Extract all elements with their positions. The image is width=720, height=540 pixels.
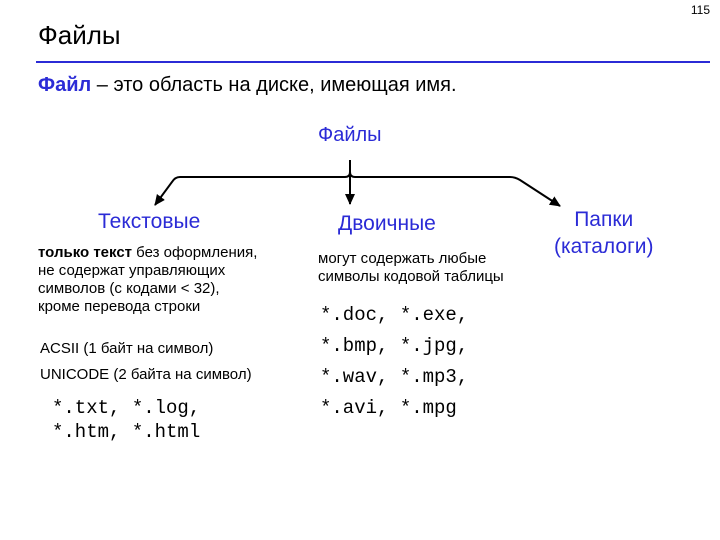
binary-ext-line: *.avi, *.mpg [320, 397, 457, 419]
binary-desc-line1: могут содержать любые [318, 250, 487, 267]
text-desc-line2: не содержат управляющих [38, 262, 226, 279]
encoding-unicode: UNICODE (2 байта на символ) [40, 366, 252, 383]
folders-heading [554, 206, 653, 260]
text-desc-line1-rest: без оформления, [132, 244, 258, 261]
binary-ext-line: *.wav, *.mp3, [320, 366, 469, 388]
text-file-extensions [52, 396, 200, 444]
encoding-ascii: ACSII (1 байт на символ) [40, 340, 214, 357]
text-desc-line4: кроме перевода строки [38, 298, 201, 315]
binary-files-description [318, 250, 504, 286]
page-number: 115 [690, 3, 710, 17]
definition-text: – это область на диске, имеющая имя. [91, 74, 457, 96]
slide-title: Файлы [38, 20, 121, 50]
folders-heading-line1: Папки [574, 208, 634, 231]
binary-file-extensions [320, 300, 468, 424]
text-desc-line1 [38, 244, 257, 262]
arrow-to-text-files [155, 162, 350, 205]
binary-ext-line: *.doc, *.exe, [320, 304, 469, 326]
diagram-root-label: Файлы [318, 124, 382, 146]
binary-files-heading: Двоичные [338, 212, 436, 235]
binary-ext-line: *.bmp, *.jpg, [320, 335, 469, 357]
folders-heading-line2: (каталоги) [554, 235, 654, 258]
text-files-heading: Текстовые [98, 210, 201, 233]
text-files-description [38, 244, 257, 316]
binary-desc-line2: символы кодовой таблицы [318, 268, 504, 285]
text-desc-line3: символов (с кодами < 32), [38, 280, 220, 297]
text-ext-line1: *.txt, *.log, [52, 397, 201, 419]
text-ext-line2: *.htm, *.html [52, 421, 201, 443]
definition-term: Файл [38, 74, 92, 96]
arrow-to-folders [350, 162, 560, 206]
text-desc-emphasis: только текст [38, 244, 133, 261]
